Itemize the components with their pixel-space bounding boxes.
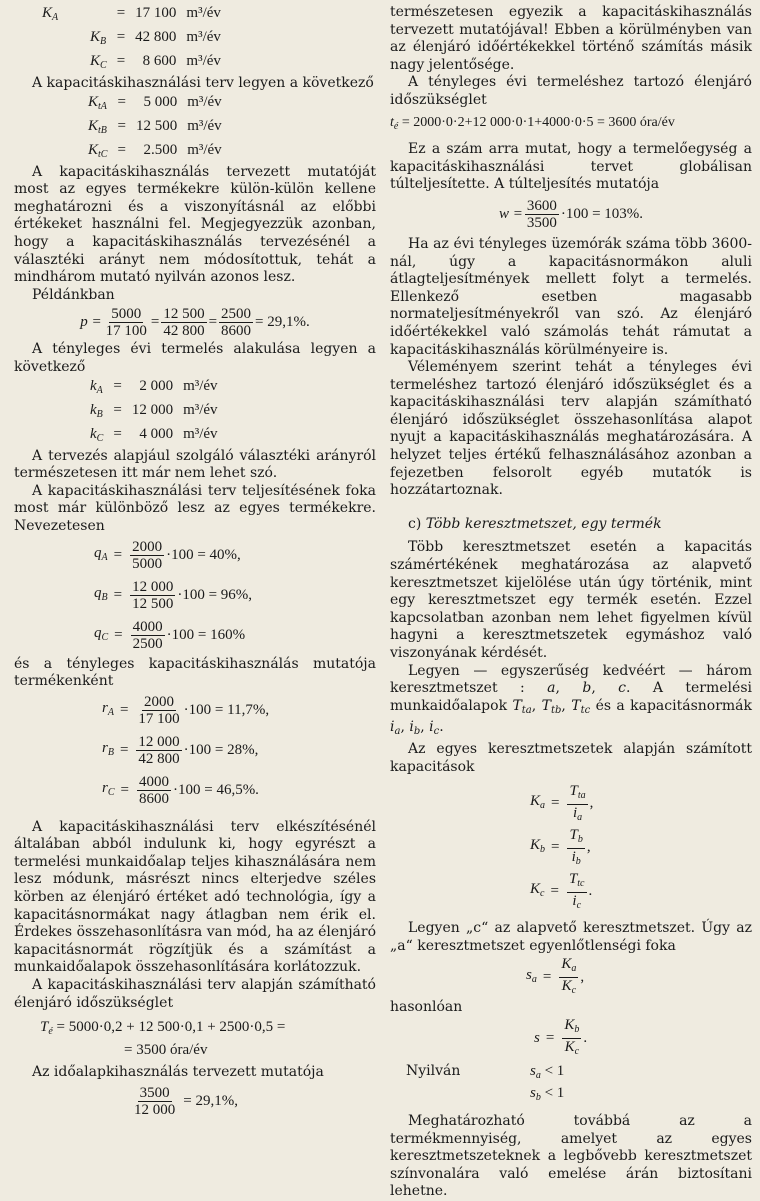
- r-equations: [14, 691, 376, 811]
- eq-rest: .: [583, 1030, 588, 1047]
- fraction: [559, 956, 578, 999]
- kv1-0-label: $K_A$: [42, 5, 59, 23]
- fraction-den: $i_a$: [572, 804, 583, 823]
- fraction-num: 5000: [111, 306, 142, 323]
- kv3-0-value: 2 000: [139, 377, 174, 394]
- kv3-0-label: $k_A$: [90, 377, 103, 396]
- fraction-den: $i_c$: [572, 892, 582, 911]
- eq-lhs: $K_b$: [530, 837, 546, 856]
- fraction: [562, 1017, 581, 1060]
- fraction-num: 12 000: [138, 734, 180, 751]
- paragraph: Az egyes keresztmetszetek alapján számított kapacitások: [390, 740, 752, 775]
- eq-rest: ·100 = 40%,: [166, 546, 241, 563]
- fraction-num: 4000: [132, 619, 163, 635]
- fraction-den: 17 100: [105, 323, 147, 340]
- paragraph: A kapacitáskihasználási terv elkészítésénél általában abból indulunk ki, hogy egyrészt a termelési munkaidőalap teljes kihasználására nem lesz módunk, másrészt nincs elterjedve széles körben az élenjáró értéket adó technológia, így a kapacitásnormákat nagy átlagban nem érik el. Érdekes összehasonlításra van mód, ha az élenjáró kapacitásnormát rögzítjük és a számítást a munkaidőalapok összehasonlítására korlátozzuk.: [14, 818, 376, 976]
- equation-t-actual: $t_é = 2000\cdot 0\cdot 2+12$ 000·0·1+4000·0·5 = 3600 óra/év: [390, 114, 675, 132]
- eq-sign: =: [113, 586, 123, 603]
- fraction: [131, 619, 165, 652]
- kv3-2-value: 4 000: [139, 425, 174, 442]
- fraction: [161, 306, 206, 339]
- kv3-1-unit: m³/év: [183, 401, 218, 418]
- q-eq-a: [94, 536, 376, 576]
- fraction-num: 12 000: [132, 579, 174, 595]
- inequality-sa: $s_a < 1$: [530, 1062, 565, 1081]
- fraction: [525, 198, 559, 231]
- paragraph: A kapacitáskihasználási terv teljesítésének foka most már különböző lesz az egyes termékekre. Nevezetesen: [14, 482, 376, 534]
- equation-w: [390, 194, 752, 236]
- eq-lhs: $q_A$: [94, 544, 108, 563]
- eq-rest: ·100 = 11,7%,: [183, 701, 270, 718]
- paragraph: Ez a szám arra mutat, hogy a termelőegység a kapacitáskihasználási tervet globálisan túlteljesítette. A túlteljesítés mutatója: [390, 141, 752, 193]
- kv3-2-label: $k_C$: [90, 425, 104, 444]
- paragraph: Ha az évi tényleges üzemórák száma több 3600-nál, úgy a kapacitásnormákon aluli átlagteljesítmények mellett folyt a termelés. Ellenkező esetben magasabb normateljesítményekről van szó. Az élenjáró időértékekkel való számolás tehát rámutat a kapacitáskihasználás körülményeire is.: [390, 235, 752, 358]
- eq-p-lhs: p =: [80, 314, 102, 331]
- q-equations: [14, 536, 376, 656]
- kv2-1-value: 12 500: [135, 117, 178, 134]
- kv2-0-value: 5 000: [143, 93, 178, 110]
- eq-rest: ,: [580, 968, 585, 985]
- fraction-num: 12 500: [163, 306, 205, 323]
- kv3-1-label: $k_B$: [90, 401, 103, 420]
- kv2-1-unit: m³/év: [187, 117, 222, 134]
- paragraph: Az időalapkihasználás tervezett mutatója: [32, 1064, 324, 1081]
- eq-sign: =: [542, 968, 552, 985]
- eq-sign: =: [551, 795, 560, 812]
- paragraph: Több keresztmetszet esetén a kapacitás számértékének meghatározása az alapvető keresztmetszet kijelölése után úgy történik, mint egy keresztmetszet egy termék esetén. Ezzel kapcsolatban azonban nem lehet figyelmen kívül hagyni a keresztmetszetek egymáshoz való viszonyának kérdését.: [390, 539, 752, 661]
- eq-rest: ·100 = 46,5%.: [172, 781, 259, 798]
- fraction: [130, 579, 175, 612]
- eq-lhs: $q_B$: [94, 584, 108, 603]
- eq-sign: =: [550, 883, 559, 900]
- fraction-num: $T_{tc}$: [567, 871, 587, 893]
- kv1-2-eq: =: [116, 53, 126, 69]
- k-equations: [390, 782, 752, 914]
- eq-rest: ·100 = 28%,: [183, 741, 259, 758]
- kv1-1-eq: =: [116, 29, 126, 45]
- kv2-0-label: $K_{tA}$: [88, 93, 107, 112]
- fraction-den: 2500: [132, 636, 163, 652]
- fraction-num: $T_b$: [567, 827, 584, 849]
- eq-lhs: $K_a$: [530, 793, 546, 812]
- kv3-2-eq: =: [113, 425, 122, 442]
- fraction: [567, 783, 587, 826]
- eq-lhs: $q_C$: [94, 624, 109, 643]
- eq-rest: ·100 = 96%,: [177, 586, 253, 603]
- nyilvan-label: Nyilván: [406, 1062, 461, 1079]
- fraction: [219, 306, 253, 339]
- eq-sign: =: [150, 314, 160, 331]
- fraction-den: 12 000: [134, 1102, 176, 1119]
- q-eq-c: [94, 616, 376, 656]
- fraction-den: $i_b$: [571, 848, 581, 867]
- kv2-2-eq: =: [117, 141, 126, 158]
- fraction-den: 8600: [138, 791, 169, 808]
- eq-rest: ·100 = 160%: [166, 626, 246, 643]
- eq-rest: ,: [589, 795, 594, 812]
- kv2-0-unit: m³/év: [187, 93, 222, 110]
- paragraph: természetesen egyezik a kapacitáskihasználás tervezett mutatójával! Ebben a körülményben van az élenjáró időértékekkel történő számítás másik nagy jelentősége.: [390, 4, 752, 73]
- kv3-2-unit: m³/év: [183, 425, 218, 442]
- fraction: [567, 871, 587, 914]
- fraction-den: 17 100: [138, 711, 180, 728]
- eq-result: = 29,1%.: [255, 314, 310, 331]
- eq-lhs: $r_A$: [102, 699, 114, 718]
- eq-rest: = 29,1%,: [183, 1093, 238, 1110]
- kv3-0-unit: m³/év: [183, 377, 218, 394]
- eq-t-line2: = 3500 óra/év: [124, 1042, 208, 1059]
- kv1-1-value: 42 800: [135, 29, 177, 45]
- fraction: [567, 827, 584, 870]
- fraction-num: $T_{ta}$: [567, 783, 587, 805]
- kv1-1-label: $K_B$: [90, 29, 107, 47]
- eq-sign: =: [545, 1030, 555, 1047]
- fraction-den: 8600: [221, 323, 252, 340]
- kv1-2-label: $K_C$: [90, 53, 107, 71]
- k-eq-c: [530, 870, 752, 914]
- paragraph: A kapacitáskihasználási terv legyen a következő: [32, 75, 374, 91]
- fraction-num: 3600: [526, 198, 557, 215]
- paragraph: A tervezés alapjául szolgáló választéki arányról természetesen itt már nem lehet szó.: [14, 447, 376, 482]
- kv3-1-eq: =: [113, 401, 122, 418]
- equation-s: [390, 1017, 752, 1061]
- kv2-1-eq: =: [117, 117, 126, 134]
- section-heading: [390, 516, 752, 534]
- kv1-0-eq: =: [116, 5, 126, 21]
- inequalities: [390, 1061, 752, 1107]
- fraction: [137, 774, 171, 807]
- r-eq-c: [102, 771, 376, 811]
- fraction-num: 2000: [132, 539, 163, 555]
- fraction: [132, 1085, 177, 1118]
- planned-capacity-table: [14, 93, 376, 164]
- eq-rest: ,: [586, 839, 591, 856]
- kv2-2-value: 2.500: [143, 141, 178, 158]
- paragraph: hasonlóan: [390, 999, 463, 1016]
- paragraph: A tényleges évi termelés alakulása legyen a következő: [14, 341, 376, 375]
- eq-lhs: $K_c$: [530, 881, 545, 900]
- eq-lhs: w =: [498, 206, 523, 223]
- equation-t-elenjaro: [14, 1018, 376, 1060]
- inequality-sb: $s_b < 1$: [530, 1084, 565, 1103]
- fraction-num: $K_b$: [562, 1017, 581, 1039]
- fraction-num: 3500: [139, 1085, 170, 1102]
- fraction-num: 2000: [144, 694, 175, 711]
- fraction-den: 3500: [526, 215, 557, 232]
- eq-sign: =: [119, 701, 129, 718]
- section-number: c): [408, 515, 422, 532]
- paragraph-with-symbols: Legyen — egyszerűség kedvéért — három keresztmetszet : a, b, c. A termelési munkaidőalapok $T_{ta}$, $T_{tb}$, $T_{tc}$ és a kapacitásnormák $i_a$, $i_b$, $i_c$.: [390, 662, 753, 738]
- r-eq-a: [102, 691, 376, 731]
- right-column: [390, 4, 752, 1201]
- eq-rest: ·100 = 103%.: [560, 206, 644, 223]
- eq-lhs: $r_C$: [102, 779, 115, 798]
- kv1-2-unit: m³/év: [186, 53, 221, 69]
- paragraph: A kapacitáskihasználás tervezett mutatóját most az egyes termékekre külön-külön kellene meghatározni és a viszonyításnál az előbbi értékeket használni fel. Megjegyezzük azonban, hogy a kapacitáskihasználás tervezésénél a választéki arányt nem módosítottuk, tehát a mindhárom mutató nyilván azonos lesz.: [14, 163, 376, 286]
- kv1-2-value: 8 600: [142, 53, 177, 69]
- kv2-0-eq: =: [117, 93, 126, 110]
- kv1-1-unit: m³/év: [186, 29, 221, 45]
- eq-sign: =: [113, 546, 123, 563]
- eq-lhs: $s_a$: [526, 966, 537, 985]
- fraction-den: $K_c$: [564, 1039, 580, 1058]
- kv2-1-label: $K_{tB}$: [88, 117, 107, 136]
- eq-rest: .: [588, 883, 593, 900]
- paragraph: A kapacitáskihasználási terv alapján számítható élenjáró időszükséglet: [14, 977, 376, 1011]
- paragraph: Példánkban: [32, 286, 115, 303]
- k-eq-b: [530, 826, 752, 870]
- paragraph: Meghatározható továbbá az a termékmennyiség, amelyet az egyes keresztmetszeteknek a legbővebb keresztmetszet színvonalára való emelése árán biztosítani lehetne.: [390, 1112, 752, 1200]
- q-eq-b: [94, 576, 376, 616]
- fraction: [104, 306, 149, 339]
- fraction: [136, 734, 181, 767]
- eq-t-line1: $T_é = 5000\cdot 0,2 + 12$ 500·0,1 + 2500·0,5 =: [40, 1019, 286, 1038]
- kv1-0-unit: m³/év: [186, 5, 221, 21]
- fraction-den: 5000: [132, 556, 163, 572]
- eq-sign: =: [551, 839, 560, 856]
- k-eq-a: [530, 782, 752, 826]
- kv2-2-label: $K_{tC}$: [88, 141, 108, 160]
- fraction: [136, 694, 181, 727]
- kv3-0-eq: =: [113, 377, 122, 394]
- left-column: [14, 4, 376, 1122]
- section-title: Több keresztmetszet, egy termék: [425, 515, 662, 532]
- paragraph: A tényleges évi termeléshez tartozó élenjáró időszükséglet: [390, 74, 752, 108]
- r-eq-b: [102, 731, 376, 771]
- eq-sign: =: [114, 626, 123, 643]
- fraction-den: 42 800: [163, 323, 205, 340]
- fraction-num: 2500: [221, 306, 252, 323]
- paragraph: Legyen „c“ az alapvető keresztmetszet. Úgy az „a“ keresztmetszet egyenlőtlenségi foka: [390, 920, 752, 954]
- fraction-num: $K_a$: [559, 956, 578, 978]
- kv3-1-value: 12 000: [131, 401, 174, 418]
- fraction: [130, 539, 164, 572]
- eq-lhs: $r_B$: [102, 739, 114, 758]
- paragraph: Véleményem szerint tehát a tényleges évi termeléshez tartozó élenjáró időszükséglet és a kapacitáskihasználási terv alapján számítható élenjáró időszükséglet összehasonlítása alapot nyujt a kapacitáskihasználás meghatározására. A helyzet teljes értékű felhasználásához azonban a fejezetben felsorolt egyéb mutatók is hozzátartoznak.: [390, 359, 752, 499]
- equation-sa: [390, 955, 752, 999]
- paragraph: és a tényleges kapacitáskihasználás mutatója termékenként: [14, 655, 376, 690]
- actual-production-table: [14, 377, 376, 448]
- kv2-2-unit: m³/év: [187, 141, 222, 158]
- fraction-num: 4000: [138, 774, 169, 791]
- eq-sign: =: [208, 314, 218, 331]
- eq-sign: =: [119, 741, 129, 758]
- eq-sign: =: [120, 781, 129, 798]
- kv1-0-value: 17 100: [135, 5, 177, 21]
- fraction-den: 42 800: [138, 751, 180, 768]
- equation-p: [14, 306, 376, 339]
- fraction-den: $K_c$: [561, 977, 577, 996]
- equation-time-utilization: [14, 1082, 376, 1122]
- fraction-den: 12 500: [132, 596, 174, 612]
- capacity-values-table: [14, 4, 376, 75]
- eq-lhs: s: [534, 1030, 540, 1047]
